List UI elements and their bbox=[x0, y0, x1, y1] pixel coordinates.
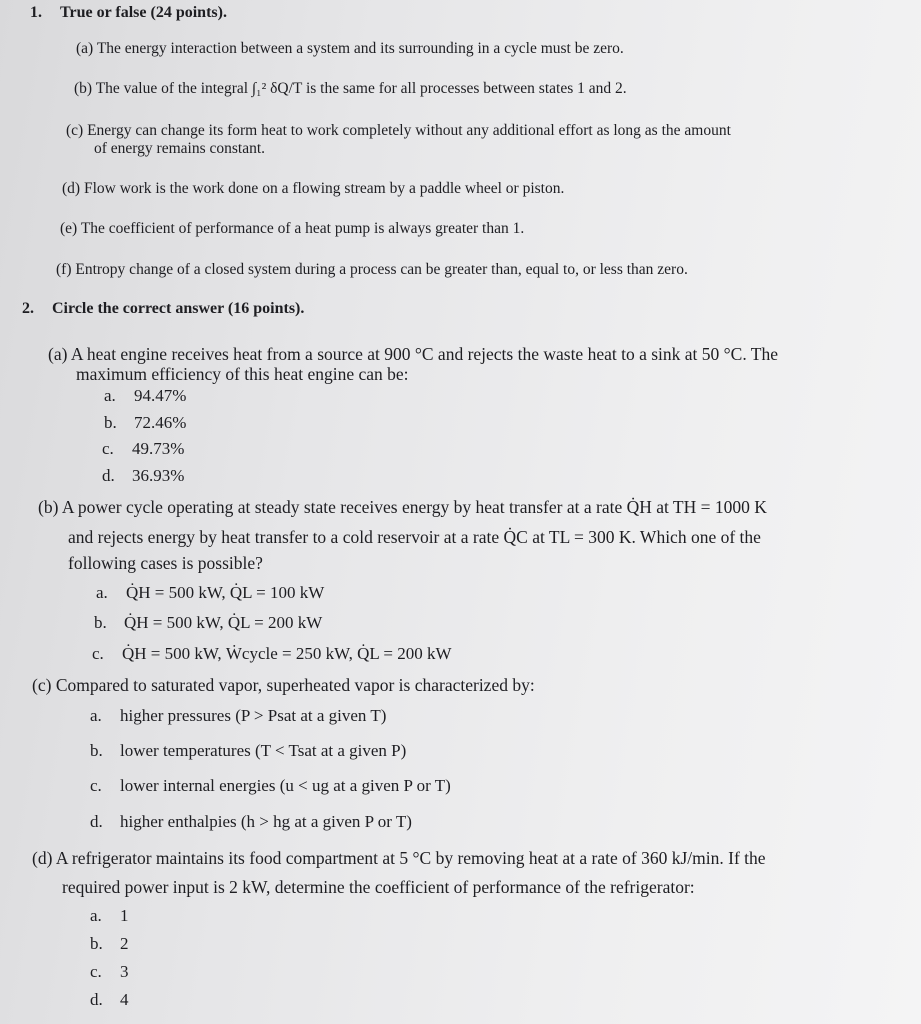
q1-number: 1. bbox=[30, 4, 42, 21]
q1-heading bbox=[30, 4, 227, 22]
q2d-stem-line1: (d) A refrigerator maintains its food compartment at 5 °C by removing heat at a rate of 360 kJ/min. If the bbox=[32, 848, 766, 868]
q1-item-b: (b) The value of the integral ∫₁² δQ/T is the same for all processes between states 1 and 2. bbox=[74, 80, 627, 97]
q1-item-c: (c) Energy can change its form heat to work completely without any additional effort as long as the amount bbox=[66, 122, 731, 139]
q2b-stem-line1: (b) A power cycle operating at steady state receives energy by heat transfer at a rate Q̇H at TH = 1000 K bbox=[38, 497, 767, 517]
q1-item-d: (d) Flow work is the work done on a flowing stream by a paddle wheel or piston. bbox=[62, 180, 565, 197]
q2d-option-c: c. 3 bbox=[90, 962, 129, 981]
q2b-stem-line3: following cases is possible? bbox=[68, 553, 263, 573]
q2a-option-a: a. 94.47% bbox=[104, 386, 187, 405]
q1-item-f: (f) Entropy change of a closed system during a process can be greater than, equal to, or less than zero. bbox=[56, 261, 688, 278]
q2d-option-a: a. 1 bbox=[90, 906, 129, 925]
q1-title: True or false (24 points). bbox=[60, 4, 227, 21]
q1-item-a: (a) The energy interaction between a system and its surrounding in a cycle must be zero. bbox=[76, 40, 624, 57]
q2a-option-d: d. 36.93% bbox=[102, 466, 185, 485]
q2-number: 2. bbox=[22, 300, 34, 317]
q2d-option-d: d. 4 bbox=[90, 990, 129, 1009]
q2a-stem-line2: maximum efficiency of this heat engine can be: bbox=[76, 364, 409, 384]
q2c-option-a: a. higher pressures (P > Psat at a given T) bbox=[90, 706, 387, 725]
q2a-option-b: b. 72.46% bbox=[104, 413, 187, 432]
q2a-option-c: c. 49.73% bbox=[102, 439, 185, 458]
q2c-option-d: d. higher enthalpies (h > hg at a given P or T) bbox=[90, 812, 412, 831]
q2d-stem-line2: required power input is 2 kW, determine the coefficient of performance of the refrigerator: bbox=[62, 877, 695, 897]
q2-heading bbox=[22, 300, 304, 318]
q2c-option-c: c. lower internal energies (u < ug at a given P or T) bbox=[90, 776, 451, 795]
q2b-stem-line2: and rejects energy by heat transfer to a cold reservoir at a rate Q̇C at TL = 300 K. Which one of the bbox=[68, 527, 761, 547]
q2c-option-b: b. lower temperatures (T < Tsat at a given P) bbox=[90, 741, 407, 760]
q2c-stem: (c) Compared to saturated vapor, superheated vapor is characterized by: bbox=[32, 675, 535, 695]
q2b-option-c: c. Q̇H = 500 kW, Ẇcycle = 250 kW, Q̇L = 200 kW bbox=[92, 644, 452, 663]
q2b-option-b: b. Q̇H = 500 kW, Q̇L = 200 kW bbox=[94, 613, 323, 632]
q1-item-e: (e) The coefficient of performance of a heat pump is always greater than 1. bbox=[60, 220, 525, 237]
q2d-option-b: b. 2 bbox=[90, 934, 129, 953]
q2-title: Circle the correct answer (16 points). bbox=[52, 300, 305, 317]
q1-item-c-cont: of energy remains constant. bbox=[94, 140, 266, 157]
q2b-option-a: a. Q̇H = 500 kW, Q̇L = 100 kW bbox=[96, 583, 325, 602]
q2a-stem-line1: (a) A heat engine receives heat from a source at 900 °C and rejects the waste heat to a sink at 50 °C. The bbox=[48, 344, 778, 364]
